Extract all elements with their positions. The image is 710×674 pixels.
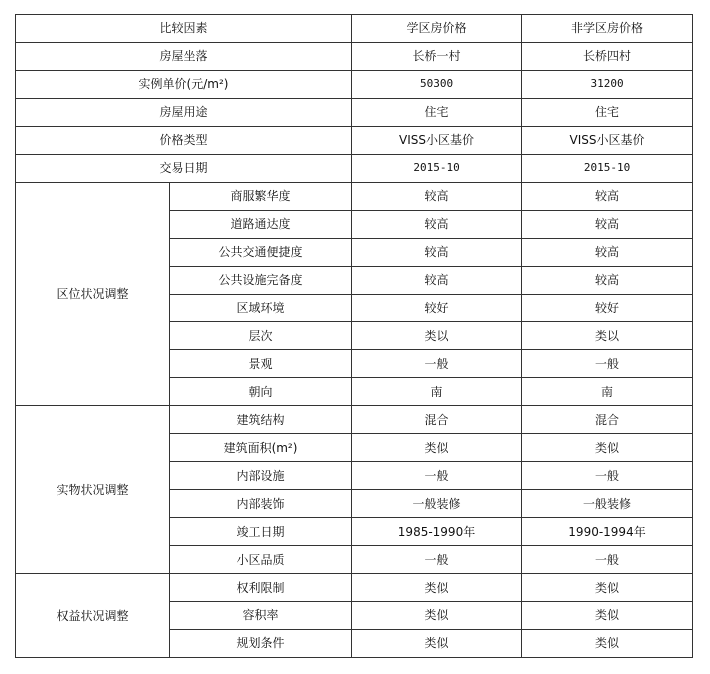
row-label: 公共交通便捷度 <box>170 238 352 266</box>
cell-school: 类似 <box>352 574 522 602</box>
cell-school: 南 <box>352 378 522 406</box>
cell-non-school: 较高 <box>522 182 693 210</box>
group-label-rights: 权益状况调整 <box>16 574 170 658</box>
cell-non-school: 类似 <box>522 629 693 657</box>
row-label: 权利限制 <box>170 574 352 602</box>
cell-non-school: 2015-10 <box>522 154 693 182</box>
row-label: 房屋坐落 <box>16 42 352 70</box>
row-label: 朝向 <box>170 378 352 406</box>
cell-school: 混合 <box>352 406 522 434</box>
header-factor: 比较因素 <box>16 15 352 43</box>
cell-non-school: 较高 <box>522 238 693 266</box>
cell-non-school: 住宅 <box>522 98 693 126</box>
cell-non-school: 南 <box>522 378 693 406</box>
comparison-table <box>15 14 693 658</box>
row-label: 价格类型 <box>16 126 352 154</box>
table-row <box>16 42 693 70</box>
cell-school: 2015-10 <box>352 154 522 182</box>
cell-school: 一般 <box>352 350 522 378</box>
table-row <box>16 182 693 210</box>
cell-non-school: 一般 <box>522 350 693 378</box>
cell-school: 50300 <box>352 70 522 98</box>
row-label: 区域环境 <box>170 294 352 322</box>
row-label: 建筑结构 <box>170 406 352 434</box>
row-label: 小区品质 <box>170 546 352 574</box>
cell-non-school: 类以 <box>522 322 693 350</box>
row-label: 实例单价(元/m²) <box>16 70 352 98</box>
cell-school: 一般 <box>352 546 522 574</box>
cell-school: 一般装修 <box>352 490 522 518</box>
cell-non-school: 混合 <box>522 406 693 434</box>
row-label: 景观 <box>170 350 352 378</box>
row-label: 交易日期 <box>16 154 352 182</box>
cell-school: 较高 <box>352 266 522 294</box>
cell-school: VISS小区基价 <box>352 126 522 154</box>
cell-school: 较高 <box>352 238 522 266</box>
row-label: 内部装饰 <box>170 490 352 518</box>
cell-school: 较好 <box>352 294 522 322</box>
table-row <box>16 574 693 602</box>
cell-non-school: 1990-1994年 <box>522 518 693 546</box>
cell-non-school: 31200 <box>522 70 693 98</box>
cell-non-school: VISS小区基价 <box>522 126 693 154</box>
header-school-district-price: 学区房价格 <box>352 15 522 43</box>
row-label: 商服繁华度 <box>170 182 352 210</box>
cell-school: 长桥一村 <box>352 42 522 70</box>
table-row <box>16 406 693 434</box>
cell-non-school: 较好 <box>522 294 693 322</box>
cell-school: 类似 <box>352 434 522 462</box>
row-label: 建筑面积(m²) <box>170 434 352 462</box>
cell-non-school: 类似 <box>522 574 693 602</box>
header-non-school-district-price: 非学区房价格 <box>522 15 693 43</box>
row-label: 规划条件 <box>170 629 352 657</box>
group-label-physical: 实物状况调整 <box>16 406 170 574</box>
cell-non-school: 类似 <box>522 434 693 462</box>
table-row <box>16 98 693 126</box>
row-label: 容积率 <box>170 602 352 630</box>
cell-school: 住宅 <box>352 98 522 126</box>
cell-non-school: 较高 <box>522 210 693 238</box>
header-row <box>16 15 693 43</box>
cell-school: 较高 <box>352 210 522 238</box>
row-label: 内部设施 <box>170 462 352 490</box>
comparison-table-body <box>16 15 693 658</box>
cell-non-school: 一般 <box>522 462 693 490</box>
table-row <box>16 70 693 98</box>
cell-school: 类以 <box>352 322 522 350</box>
group-label-location: 区位状况调整 <box>16 182 170 406</box>
row-label: 房屋用途 <box>16 98 352 126</box>
cell-school: 较高 <box>352 182 522 210</box>
cell-school: 类似 <box>352 602 522 630</box>
table-row <box>16 126 693 154</box>
row-label: 层次 <box>170 322 352 350</box>
row-label: 道路通达度 <box>170 210 352 238</box>
row-label: 公共设施完备度 <box>170 266 352 294</box>
cell-non-school: 类似 <box>522 602 693 630</box>
table-row <box>16 154 693 182</box>
cell-non-school: 一般 <box>522 546 693 574</box>
cell-school: 类似 <box>352 629 522 657</box>
cell-school: 一般 <box>352 462 522 490</box>
cell-non-school: 较高 <box>522 266 693 294</box>
cell-non-school: 一般装修 <box>522 490 693 518</box>
row-label: 竣工日期 <box>170 518 352 546</box>
cell-non-school: 长桥四村 <box>522 42 693 70</box>
cell-school: 1985-1990年 <box>352 518 522 546</box>
